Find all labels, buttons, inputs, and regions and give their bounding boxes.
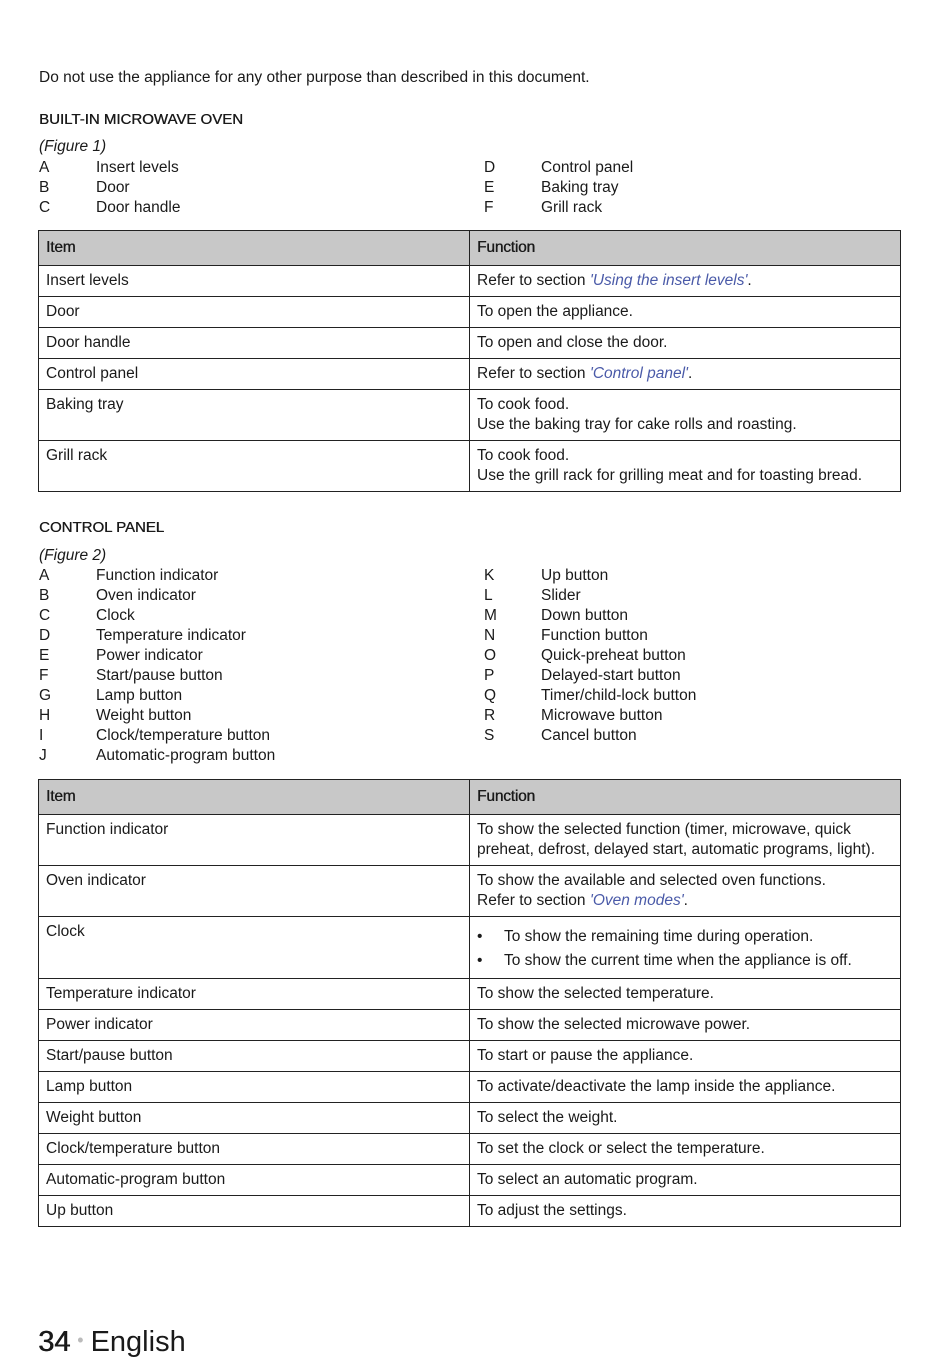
legend-item [39,626,479,646]
legend-label: Slider [541,587,581,604]
legend-item [484,626,924,646]
legend-label: Power indicator [96,647,203,664]
legend-letter: F [484,199,494,216]
function-cell [470,866,901,917]
legend-letter: C [39,607,51,624]
table-header-row [39,780,901,815]
table-row [39,266,901,297]
legend-item [39,178,479,198]
table-row [39,297,901,328]
function-cell: To open and close the door. [470,328,901,359]
legend-label: Down button [541,607,629,624]
function-cell: To show the selected temperature. [470,979,901,1010]
legend-letter: F [39,667,49,684]
table-row [39,1010,901,1041]
microwave-oven-parts-table [38,230,901,492]
table-row [39,328,901,359]
legend-letter: D [484,159,496,176]
section-link[interactable]: 'Oven modes' [589,892,684,909]
function-text: Refer to section [477,892,590,909]
item-cell: Up button [39,1196,470,1227]
table-row [39,1041,901,1072]
legend-letter: E [484,179,495,196]
legend-column-left [39,566,479,766]
legend-letter: C [39,199,51,216]
figure-2-label: (Figure 2) [39,547,107,564]
legend-label: Clock/temperature button [96,727,271,744]
function-cell: To select the weight. [470,1103,901,1134]
function-cell: To show the selected function (timer, microwave, quick preheat, defrost, delayed start, automatic programs, light). [470,815,901,866]
function-cell: To show the selected microwave power. [470,1010,901,1041]
legend-item [484,158,924,178]
legend-letter: M [484,607,497,624]
punctuation: . [687,365,693,382]
separator-dot: • [77,1330,84,1350]
legend-item [39,726,479,746]
legend-letter: G [39,687,52,704]
footer-language: English [90,1326,186,1358]
function-cell: To open the appliance. [470,297,901,328]
section-title-control-panel: CONTROL PANEL [39,519,165,536]
legend-letter: L [484,587,493,604]
section-link[interactable]: 'Using the insert levels' [589,272,748,289]
legend-label: Automatic-program button [96,747,276,764]
column-header-item: Item [39,780,470,815]
table-row [39,1196,901,1227]
legend-letter: P [484,667,495,684]
legend-letter: S [484,727,495,744]
legend-item [484,566,924,586]
legend-letter: O [484,647,497,664]
legend-label: Door handle [96,199,181,216]
item-cell: Grill rack [39,441,470,492]
legend-item [39,686,479,706]
legend-item [39,706,479,726]
table-row [39,815,901,866]
figure-1-label: (Figure 1) [39,138,107,155]
legend-column-left [39,158,479,218]
item-cell: Oven indicator [39,866,470,917]
page-footer [38,1325,186,1362]
punctuation: . [683,892,688,909]
legend-item [39,606,479,626]
legend-letter: D [39,627,51,644]
legend-letter: K [484,567,495,584]
section-link[interactable]: 'Control panel' [589,365,688,382]
legend-label: Temperature indicator [96,627,246,644]
legend-item [484,178,924,198]
function-text: Refer to section [477,272,590,289]
legend-item [39,746,479,766]
legend-item [484,666,924,686]
legend-label: Baking tray [541,179,619,196]
table-row [39,441,901,492]
function-cell: To adjust the settings. [470,1196,901,1227]
legend-item [39,566,479,586]
legend-item [39,666,479,686]
section-title-built-in-microwave-oven: BUILT-IN MICROWAVE OVEN [39,111,243,128]
table-row [39,1103,901,1134]
legend-item [484,706,924,726]
legend-label: Clock [96,607,135,624]
legend-label: Cancel button [541,727,637,744]
item-cell: Baking tray [39,390,470,441]
legend-label: Timer/child-lock button [541,687,697,704]
legend-label: Grill rack [541,199,603,216]
function-cell [470,390,901,441]
legend-item [39,198,479,218]
table-row [39,917,901,979]
legend-label: Lamp button [96,687,183,704]
function-line: To cook food. [477,396,570,413]
bullet-item: • To show the remaining time during operation. [477,925,893,949]
table-row [39,1072,901,1103]
function-line: To show the available and selected oven functions. [477,872,826,889]
item-cell: Automatic-program button [39,1165,470,1196]
function-cell: To activate/deactivate the lamp inside the appliance. [470,1072,901,1103]
item-cell: Start/pause button [39,1041,470,1072]
function-cell [470,441,901,492]
column-header-item: Item [39,231,470,266]
legend-label: Function indicator [96,567,219,584]
function-line: Use the baking tray for cake rolls and roasting. [477,416,797,433]
legend-label: Delayed-start button [541,667,681,684]
bullet-list [477,925,893,973]
item-cell: Clock/temperature button [39,1134,470,1165]
column-header-function: Function [470,231,901,266]
legend-item [39,586,479,606]
function-cell: To set the clock or select the temperature. [470,1134,901,1165]
legend-letter: B [39,179,50,196]
function-text: Refer to section [477,365,590,382]
table-row [39,1134,901,1165]
intro-text: Do not use the appliance for any other purpose than described in this document. [39,69,590,86]
legend-item [484,726,924,746]
legend-label: Control panel [541,159,634,176]
legend-letter: N [484,627,496,644]
legend-label: Door [96,179,130,196]
item-cell: Power indicator [39,1010,470,1041]
legend-label: Weight button [96,707,192,724]
function-cell: To start or pause the appliance. [470,1041,901,1072]
legend-label: Oven indicator [96,587,196,604]
column-header-function: Function [470,780,901,815]
legend-item [39,158,479,178]
legend-letter: A [39,567,50,584]
legend-column-right [484,566,924,746]
legend-letter: J [39,747,47,764]
table-row [39,1165,901,1196]
legend-letter: A [39,159,50,176]
function-line: Use the grill rack for grilling meat and for toasting bread. [477,467,863,484]
legend-label: Microwave button [541,707,663,724]
item-cell: Clock [39,917,470,979]
control-panel-table [38,779,901,1227]
punctuation: . [747,272,752,289]
legend-letter: R [484,707,496,724]
table-row [39,979,901,1010]
item-cell: Temperature indicator [39,979,470,1010]
item-cell: Control panel [39,359,470,390]
legend-label: Insert levels [96,159,179,176]
legend-item [484,606,924,626]
item-cell: Lamp button [39,1072,470,1103]
page-number: 34 [38,1326,71,1358]
legend-letter: I [39,727,44,744]
item-cell: Weight button [39,1103,470,1134]
table-header-row [39,231,901,266]
item-cell: Insert levels [39,266,470,297]
legend-item [484,586,924,606]
legend-label: Function button [541,627,648,644]
function-cell: To select an automatic program. [470,1165,901,1196]
legend-letter: H [39,707,51,724]
bullet-item: • To show the current time when the appliance is off. [477,949,893,973]
legend-item [39,646,479,666]
legend-item [484,686,924,706]
table-row [39,359,901,390]
table-row [39,866,901,917]
table-row [39,390,901,441]
item-cell: Door [39,297,470,328]
legend-label: Quick-preheat button [541,647,686,664]
legend-label: Up button [541,567,609,584]
legend-column-right [484,158,924,218]
legend-letter: B [39,587,50,604]
function-cell [470,917,901,979]
legend-letter: Q [484,687,497,704]
function-line: To cook food. [477,447,570,464]
legend-letter: E [39,647,50,664]
function-line [477,891,893,911]
item-cell: Function indicator [39,815,470,866]
item-cell: Door handle [39,328,470,359]
legend-item [484,646,924,666]
function-cell [470,266,901,297]
legend-item [484,198,924,218]
legend-label: Start/pause button [96,667,223,684]
function-cell [470,359,901,390]
